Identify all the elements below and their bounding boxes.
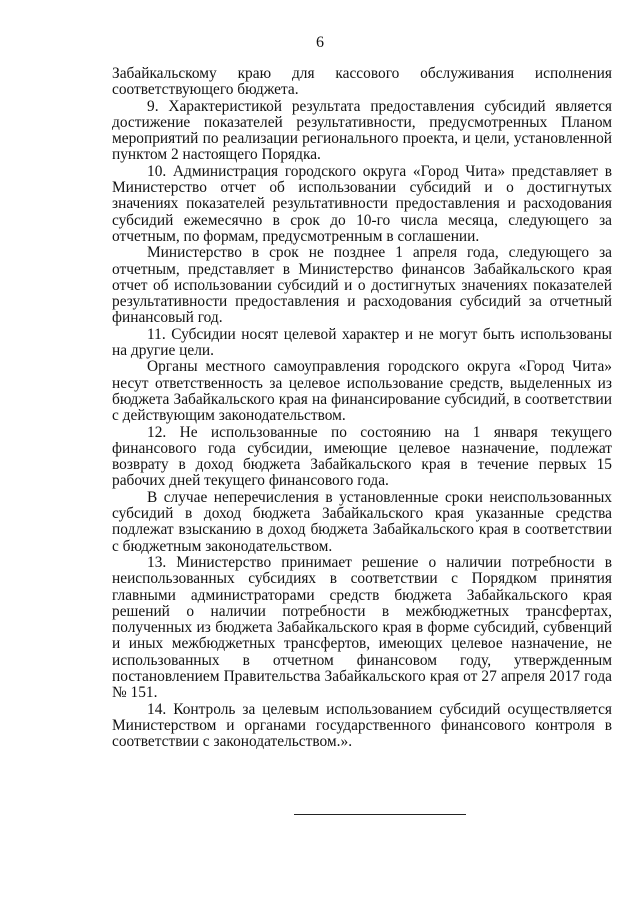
paragraph-ministry-report: Министерство в срок не позднее 1 апреля года, следующего за отчетным, представляет в Министерство финансов Забайкальского края отчет об использовании субсидий и о достигнутых значениях показателей результативности предоставления и расходования субсидий за отчетный финансовый год. [112, 244, 612, 327]
paragraph-item-14: 14. Контроль за целевым использованием субсидий осуществляется Министерством и органами государственного финансового контроля в соответствии с законодательством.». [112, 700, 612, 751]
paragraph-item-12: 12. Не использованные по состоянию на 1 января текущего финансового года субсидии, имеющие целевое назначение, подлежат возврату в доход бюджета Забайкальского края в течение первых 15 рабочих дней текущего финансового года. [112, 423, 612, 490]
document-body [112, 66, 612, 750]
paragraph-item-9: 9. Характеристикой результата предоставления субсидий является достижение показателей результативности, предусмотренных Планом мероприятий по реализации регионального проекта, и цели, установленной пунктом 2 настоящего Порядка. [112, 97, 612, 164]
paragraph-responsibility: Органы местного самоуправления городского округа «Город Чита» несут ответственность за целевое использование средств, выделенных из бюджета Забайкальского края на финансирование субсидий, в соответствии с действующим законодательством. [112, 358, 612, 425]
paragraph-item-13: 13. Министерство принимает решение о наличии потребности в неиспользованных субсидиях в соответствии с Порядком принятия главными администраторами средств бюджета Забайкальского края решений о наличии потребности в межбюджетных трансфертах, полученных из бюджета Забайкальского края в форме субсидий, субвенций и иных межбюджетных трансфертов, имеющих целевое назначение, не использованных в отчетном финансовом году, утвержденным постановлением Правительства Забайкальского края от 27 апреля 2017 года № 151. [112, 553, 612, 702]
paragraph-continuation: Забайкальскому краю для кассового обслуживания исполнения соответствующего бюджета. [112, 65, 612, 99]
paragraph-item-10: 10. Администрация городского округа «Город Чита» представляет в Министерство отчет об использовании субсидий и о достигнутых значениях показателей результативности предоставления и расходования субсидий ежемесячно в срок до 10-го числа месяца, следующего за отчетным, по формам, предусмотренным в соглашении. [112, 162, 612, 245]
paragraph-item-11: 11. Субсидии носят целевой характер и не могут быть использованы на другие цели. [112, 325, 612, 360]
end-of-document-rule [294, 814, 466, 815]
paragraph-recovery: В случае неперечисления в установленные сроки неиспользованных субсидий в доход бюджета Забайкальского края указанные средства подлежат взысканию в доход бюджета Забайкальского края в соответствии с бюджетным законодательством. [112, 488, 612, 555]
page-number: 6 [316, 34, 324, 51]
